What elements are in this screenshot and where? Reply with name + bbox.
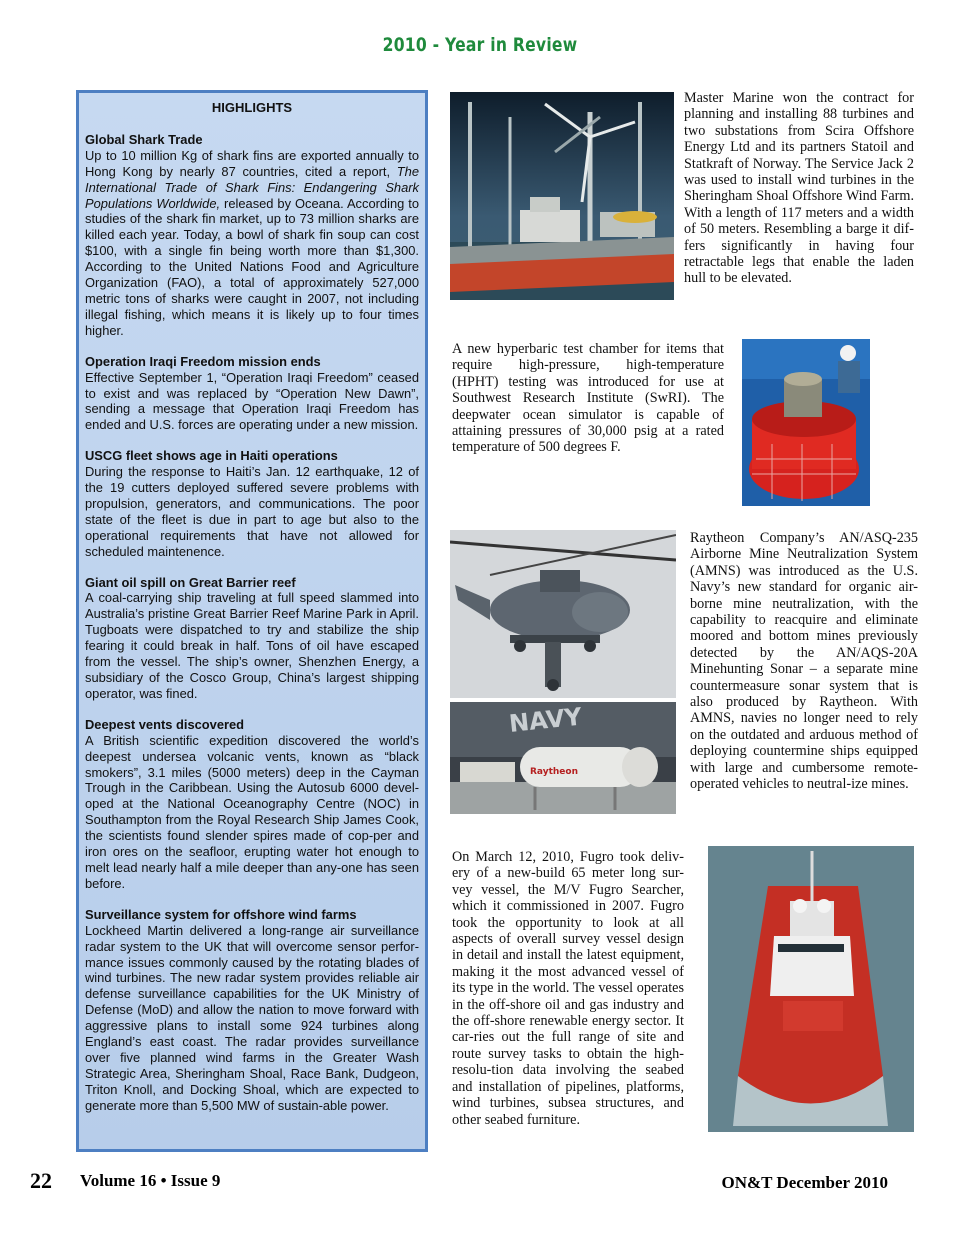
volume-issue: Volume 16 • Issue 9 [80, 1171, 221, 1190]
highlights-sidebar [76, 90, 428, 1152]
raytheon-lettering: Raytheon [530, 767, 578, 777]
mine-neutralization-photo [450, 702, 676, 814]
jackup-vessel-photo [450, 92, 674, 300]
highlight-item-iraqi-freedom [85, 354, 419, 434]
hyperbaric-chamber-photo [742, 339, 870, 506]
survey-vessel-photo [708, 846, 914, 1132]
publication-date: ON&T December 2010 [721, 1173, 888, 1192]
highlight-heading: Surveillance system for offshore wind farms [85, 906, 357, 922]
highlight-body [85, 148, 419, 339]
highlight-body-text: Up to 10 million Kg of shark fins are exported annually to Hong Kong by nearly 87 countries, cited a report, [85, 147, 419, 179]
highlight-body-text: released by Oceana. According to studies of the shark fin market, up to 73 million sharks are killed each year. Today, a bowl of shark fin soup can cost $100, with a single fin being worth more than $1,300. According to the United Nations Food and Agriculture Organization (FAO), a total of approximately 527,000 metric tons of sharks were caught in 2007, not including illegal fishing, which means it is likely up to four times higher. [85, 195, 419, 338]
highlight-item-wind-surveillance [85, 907, 419, 1114]
highlight-heading: Operation Iraqi Freedom mission ends [85, 353, 321, 369]
highlight-body: Lockheed Martin delivered a long-range air surveillance radar system to the UK that will overcome sensor perfor-mance issues commonly caused by the rotating blades of wind turbines. The new radar system provides reliable air defense surveillance capabilities for the UK Ministry of Defense (MoD) and allow the nation to move forward with aggressive plans to install some 924 turbines along England’s east coast. The radar provides surveillance over five planned wind farms in the Greater Wash Strategic Area, Sheringham Shoal, Race Bank, Dudgeon, Triton Knoll, and Docking Shoal, which are expected to generate more than 5,500 MW of sustain-able power. [85, 922, 419, 1113]
highlight-body: A coal-carrying ship traveling at full speed slammed into Australia’s pristine Great Barrier Reef Marine Park in April. Tugboats were dispatched to try and stabilize the ship fearing it could break in half. Tons of oil have escaped from the vessel. The ship’s owner, Shenzhen Energy, a subsidiary of the Cosco Group, China’s largest shipping operator, was fined. [85, 590, 419, 701]
highlight-item-deepest-vents [85, 717, 419, 892]
highlights-title: HIGHLIGHTS [211, 100, 293, 115]
navy-lettering: NAVY [507, 702, 584, 738]
article-hyperbaric-chamber: A new hyperbaric test chamber for items that require high-pressure, high-temperature (HPHT) testing was introduced for use at Southwest Research Institute (SwRI). The deepwater ocean simulator is capable of attaining pressures of 30,000 psig at a rated temperature of 500 degrees F. [452, 341, 724, 456]
highlight-item-uscg-fleet [85, 448, 419, 559]
highlight-item-shark-trade [85, 132, 419, 339]
highlight-heading: USCG fleet shows age in Haiti operations [85, 448, 338, 464]
highlight-heading: Deepest vents discovered [85, 716, 245, 732]
helicopter-photo [450, 530, 676, 698]
highlight-body: Effective September 1, “Operation Iraqi Freedom” ceased to exist and was replaced by “Operation New Dawn”, sending a message that Operation Iraqi Freedom has ended and U.S. forces are operating under a new mission. [85, 369, 419, 433]
highlight-heading: Global Shark Trade [85, 131, 203, 147]
page-number: 22 [30, 1168, 52, 1193]
section-header: 2010 - Year in Review [382, 34, 578, 56]
highlight-body: A British scientific expedition discovered the world’s deepest undersea volcanic vents, known as “black smokers”, 3.1 miles (5000 meters) deep in the Cayman Trough in the Caribbean. Using the Autosub 6000 devel-oped at the National Oceanography Centre (NOC) in Southampton from the Royal Research Ship James Cook, the scientists found slender spires made of cop-per and iron ores on the seafloor, erupting water hot enough to melt lead nearly half a mile deeper than any-one has seen before. [85, 732, 419, 891]
highlight-body: During the response to Haiti’s Jan. 12 earthquake, 12 of the 19 cutters deployed suffered severe problems with propulsion, generators, and communications. The poor state of the fleet is due in part to age but also to the operational requirements that have not allowed for scheduled maintenence. [85, 464, 419, 559]
highlight-heading: Giant oil spill on Great Barrier reef [85, 574, 296, 590]
article-master-marine: Master Marine won the contract for planning and installing 88 turbines and two substations from Scira Offshore Energy Ltd and its partners Statoil and Statkraft of Norway. The Service Jack 2 was used to install wind turbines in the Sheringham Shoal Offshore Wind Farm. With a length of 117 meters and a width of 50 meters. Resembling a barge it dif-fers significantly in having four retractable legs that enable the laden hull to be elevated. [684, 90, 914, 287]
article-raytheon-amns: Raytheon Company’s AN/ASQ-235 Airborne Mine Neutralization System (AMNS) was introduced as the U.S. Navy’s new standard for organic air-borne mine neutralization, with the capability to reacquire and eliminate moored and bottom mines previously detected by the AN/AQS-20A Minehunting Sonar – a separate mine countermeasure sonar system that is also produced by Raytheon. With AMNS, navies no longer need to rely on the outdated and arduous method of deploying countermine ships equipped with large and cumbersome remote-operated vehicles to neutral-ize mines. [690, 530, 918, 793]
highlight-item-oil-spill [85, 575, 419, 702]
article-fugro-searcher: On March 12, 2010, Fugro took deliv-ery of a new-build 65 meter long sur-vey vessel, the M/V Fugro Searcher, which it commissioned in 2007. Fugro took the opportunity to look at all aspects of overall survey vessel design in detail and install the latest equipment, making it the most advanced vessel of its type in the world. The vessel operates in the off-shore oil and gas industry and the off-shore renewable energy sector. It car-ries out the full range of site and route survey tasks to obtain the high-resolu-tion data involving the seabed and installation of pipelines, platforms, wind turbines, subsea structures, and other seabed furniture. [452, 849, 684, 1128]
report-title: The International Trade of Shark Fins: Endangering Shark Populations Worldwide, [85, 163, 419, 211]
